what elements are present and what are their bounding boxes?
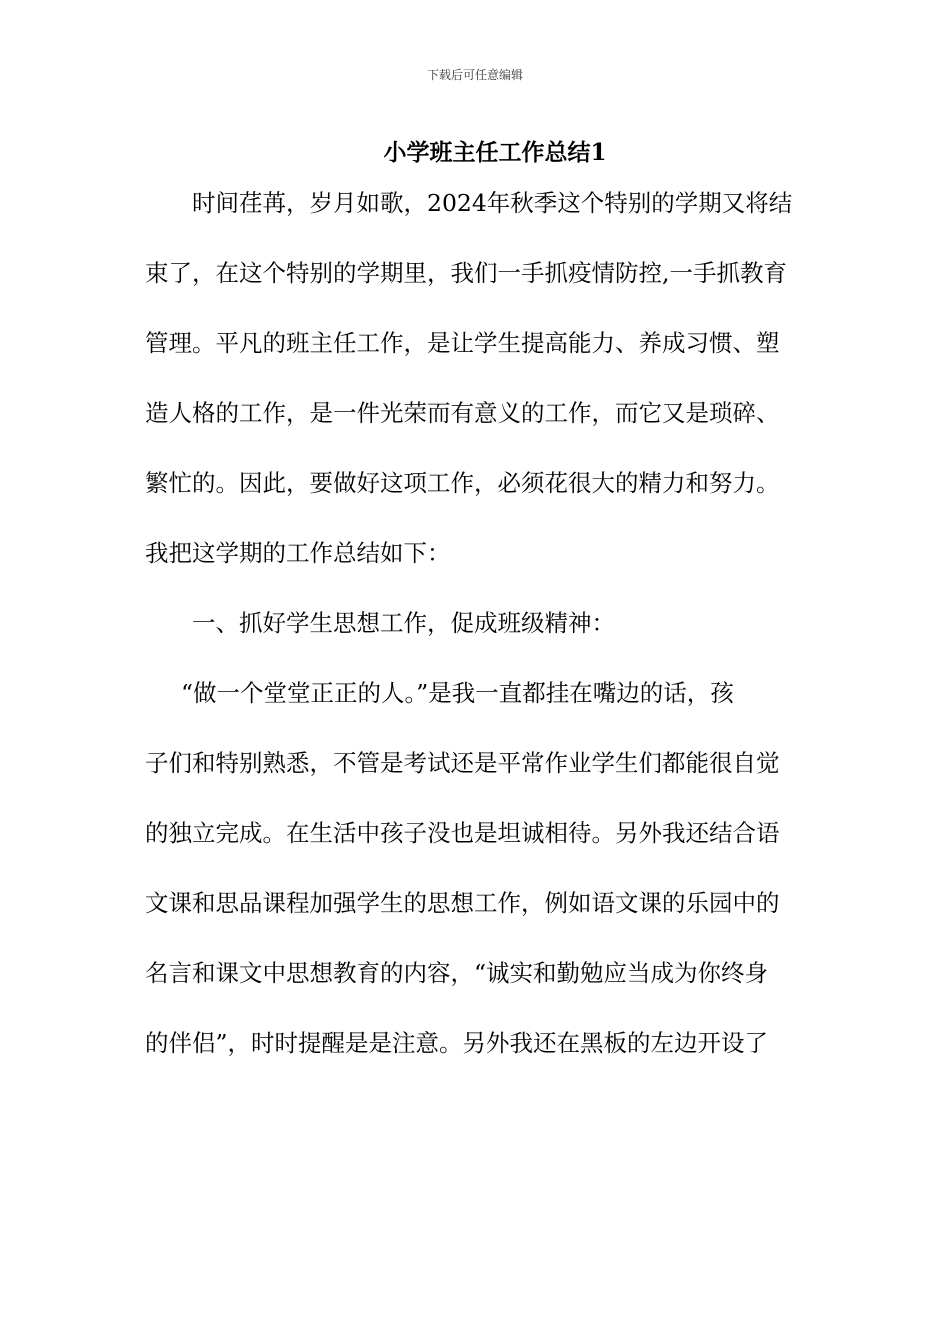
document-title: 小学班主任工作总结1: [383, 139, 607, 166]
paragraph-line: 的伴侣”，时时提醒是是注意。另外我还在黑板的左边开设了: [145, 1029, 769, 1057]
section-heading: 一、抓好学生思想工作，促成班级精神：: [192, 609, 615, 637]
header-note: 下载后可任意编辑: [426, 68, 523, 82]
paragraph-line: 管理。平凡的班主任工作，是让学生提高能力、养成习惯、塑: [145, 329, 780, 357]
paragraph-line: 子们和特别熟悉，不管是考试还是平常作业学生们都能很自觉: [145, 749, 780, 777]
paragraph-line: 名言和课文中思想教育的内容，“诚实和勤勉应当成为你终身: [145, 959, 769, 987]
paragraph-line: “做一个堂堂正正的人。”是我一直都挂在嘴边的话，孩: [181, 679, 734, 707]
paragraph-line: 束了，在这个特别的学期里，我们一手抓疫情防控,一手抓教育: [145, 259, 787, 287]
paragraph-line: 造人格的工作，是一件光荣而有意义的工作，而它又是琐碎、: [145, 399, 780, 427]
paragraph-line: 我把这学期的工作总结如下：: [145, 539, 451, 567]
paragraph-line: 文课和思品课程加强学生的思想工作，例如语文课的乐园中的: [145, 889, 780, 917]
document-body: [145, 185, 815, 1095]
paragraph-line: 时间荏苒，岁月如歌，2024年秋季这个特别的学期又将结: [192, 189, 793, 217]
paragraph-line: 繁忙的。因此，要做好这项工作，必须花很大的精力和努力。: [145, 469, 780, 497]
paragraph-line: 的独立完成。在生活中孩子没也是坦诚相待。另外我还结合语: [145, 819, 780, 847]
